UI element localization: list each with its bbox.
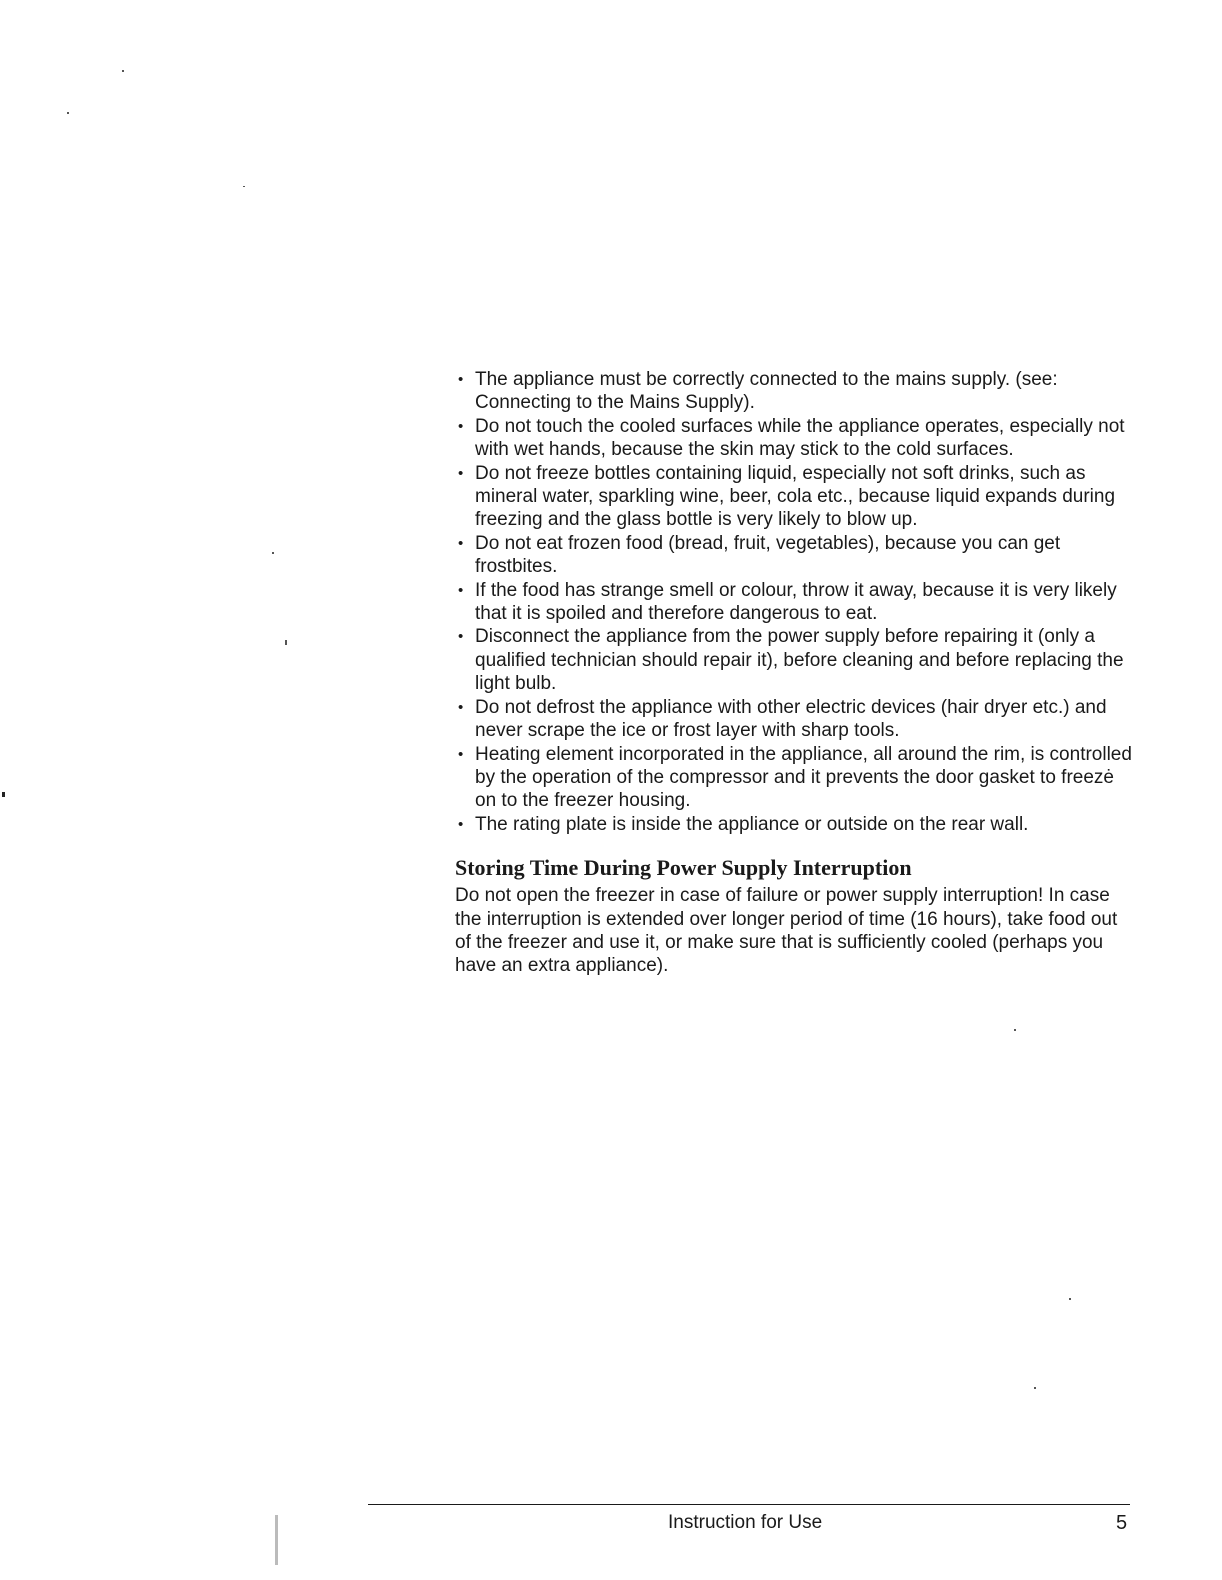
scan-speck	[243, 186, 245, 187]
section-paragraph: Do not open the freezer in case of failure or power supply interruption! In case the interruption is extended over longer period of time (16 hours), take food out of the freezer and use it, or make sure that is sufficiently cooled (perhaps you have an extra appliance).	[455, 885, 1118, 977]
bullet-item: • The appliance must be correctly connected to the mains supply. (see: Connecting to the Mains Supply).	[455, 368, 1135, 415]
section-heading: Storing Time During Power Supply Interruption	[455, 855, 912, 881]
scan-speck	[1034, 1387, 1036, 1389]
safety-bullet-list	[455, 368, 1135, 836]
scan-speck	[275, 1515, 278, 1565]
scan-speck	[1014, 1029, 1016, 1031]
footer-rule	[368, 1504, 1130, 1505]
scan-speck	[272, 552, 274, 554]
bullet-item: • Do not touch the cooled surfaces while the appliance operates, especially not with wet hands, because the skin may stick to the cold surfaces.	[455, 415, 1135, 462]
bullet-item: • Heating element incorporated in the appliance, all around the rim, is controlled by the operation of the compressor and it prevents the door gasket to freezė on to the freezer housing.	[455, 743, 1135, 813]
bullet-item: • Do not freeze bottles containing liquid, especially not soft drinks, such as mineral water, sparkling wine, beer, cola etc., because liquid expands during freezing and the glass bottle is very likely to blow up.	[455, 462, 1135, 532]
scan-speck	[122, 70, 124, 72]
bullet-item: • The rating plate is inside the appliance or outside on the rear wall.	[455, 813, 1135, 836]
page-number: 5	[1116, 1512, 1128, 1534]
bullet-item: • Do not defrost the appliance with other electric devices (hair dryer etc.) and never scrape the ice or frost layer with sharp tools.	[455, 696, 1135, 743]
scan-speck	[2, 792, 5, 797]
footer-title: Instruction for Use	[668, 1512, 823, 1533]
bullet-item: • Disconnect the appliance from the power supply before repairing it (only a qualified technician should repair it), before cleaning and before replacing the light bulb.	[455, 625, 1135, 695]
scan-speck	[285, 640, 287, 645]
bullet-item: • If the food has strange smell or colour, throw it away, because it is very likely that it is spoiled and therefore dangerous to eat.	[455, 579, 1135, 626]
bullet-item: • Do not eat frozen food (bread, fruit, vegetables), because you can get frostbites.	[455, 532, 1135, 579]
scan-speck	[1069, 1298, 1071, 1300]
scan-speck	[67, 112, 69, 114]
main-content	[455, 368, 1135, 978]
